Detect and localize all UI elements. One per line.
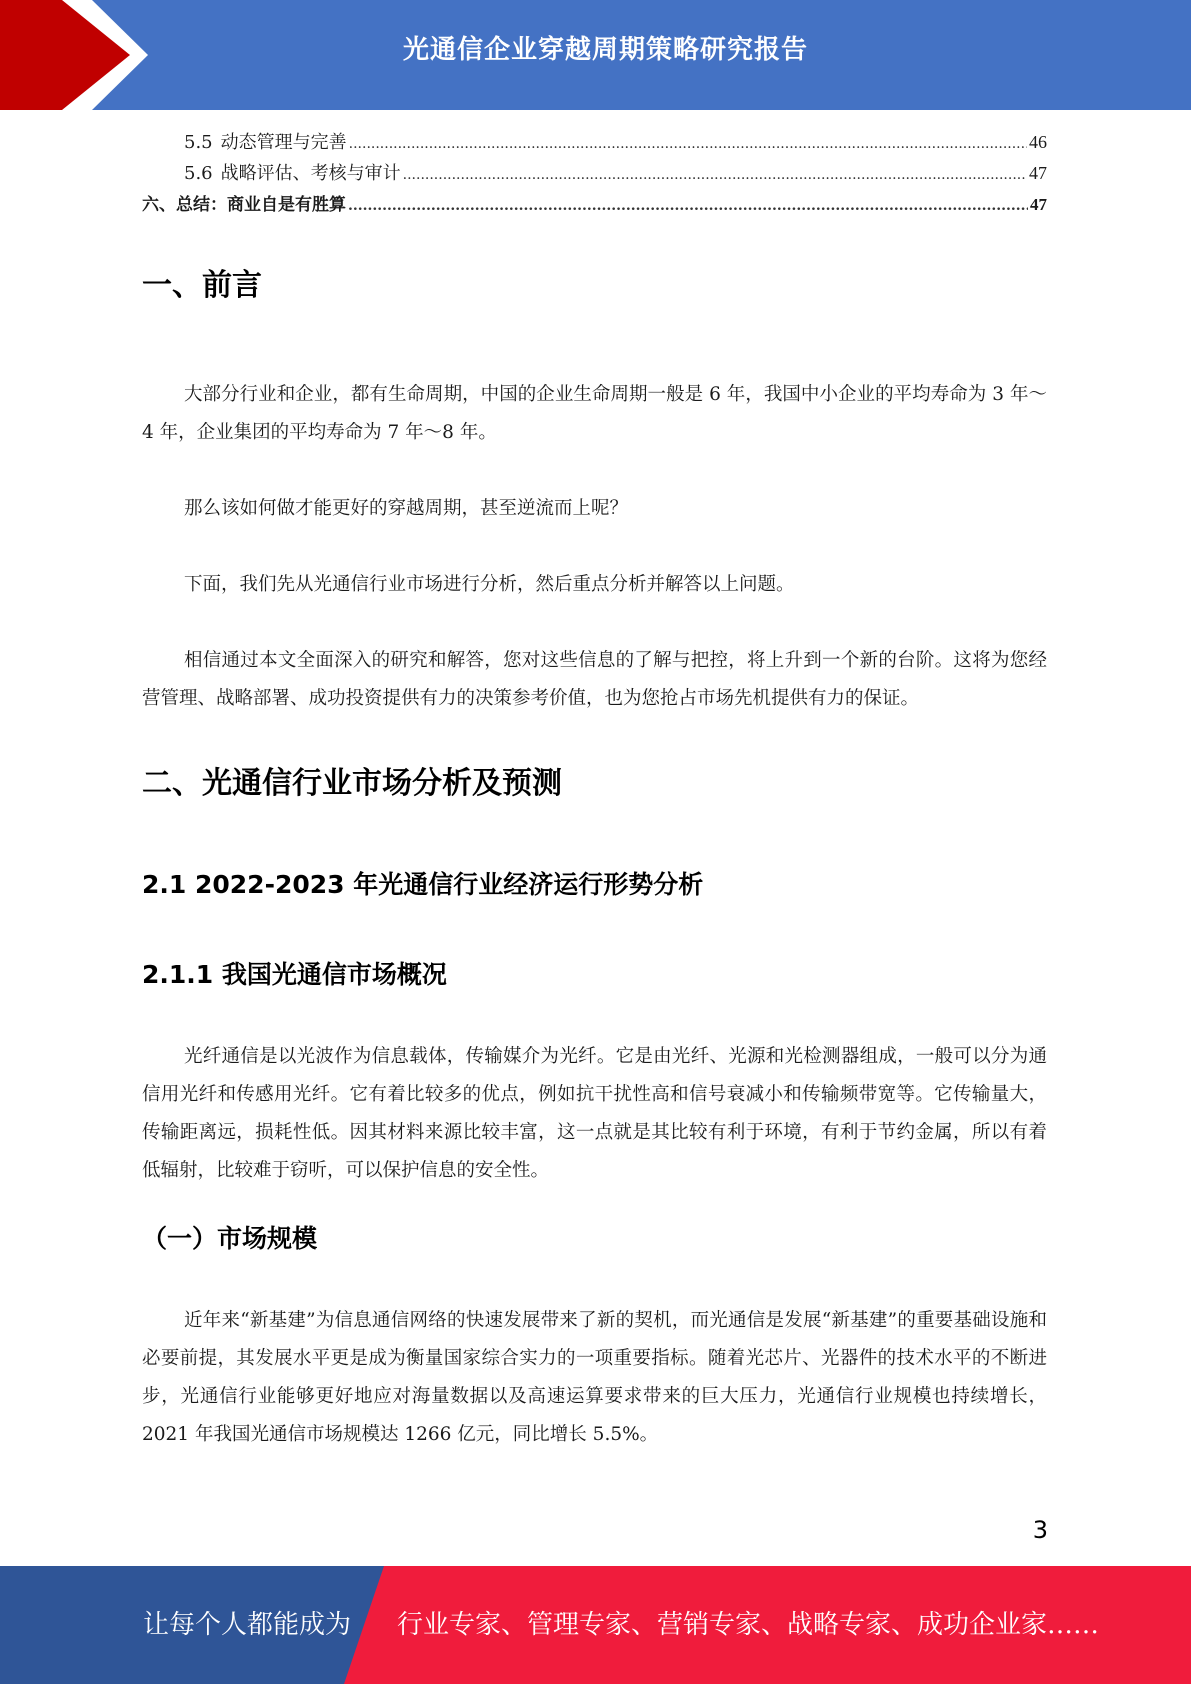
heading-section-2-1-1: 2.1.1 我国光通信市场概况	[142, 960, 447, 989]
footer-slogan-left: 让每个人都能成为	[143, 1610, 352, 1640]
toc-leader-dots	[349, 136, 1027, 152]
toc-item-page: 46	[1029, 132, 1047, 152]
paragraph: 下面，我们先从光通信行业市场进行分析，然后重点分析并解答以上问题。	[184, 574, 795, 595]
paragraph: 相信通过本文全面深入的研究和解答，您对这些信息的了解与把控，将上升到一个新的台阶。这将为您经营管理、战略部署、成功投资提供有力的决策参考价值，也为您抢占市场先机提供有力的保证。	[142, 650, 1047, 709]
paragraph: 近年来“新基建”为信息通信网络的快速发展带来了新的契机，而光通信是发展“新基建”的重要基础设施和必要前提，其发展水平更是成为衡量国家综合实力的一项重要指标。随着光芯片、光器件的技术水平的不断进步，光通信行业能够更好地应对海量数据以及高速运算要求带来的巨大压力，光通信行业规模也持续增长，2021 年我国光通信市场规模达 1266 亿元，同比增长 5.5%。	[142, 1310, 1047, 1445]
heading-market-analysis: 二、光通信行业市场分析及预测	[142, 766, 562, 801]
footer-slogan-right: 行业专家、管理专家、营销专家、战略专家、成功企业家……	[397, 1610, 1100, 1640]
heading-section-2-1: 2.1 2022-2023 年光通信行业经济运行形势分析	[142, 870, 704, 899]
toc-item-page: 47	[1029, 163, 1047, 183]
toc-item-label: 战略评估、考核与审计	[220, 163, 401, 184]
toc-item[interactable]	[142, 159, 1047, 190]
paragraph: 那么该如何做才能更好的穿越周期，甚至逆流而上呢？	[184, 498, 629, 519]
page-footer	[0, 1566, 1191, 1684]
heading-market-scale: （一）市场规模	[142, 1224, 318, 1253]
toc-leader-dots	[403, 167, 1027, 183]
paragraph: 光纤通信是以光波作为信息载体，传输媒介为光纤。它是由光纤、光源和光检测器组成，一般可以分为通信用光纤和传感用光纤。它有着比较多的优点，例如抗干扰性高和信号衰减小和传输频带宽等。它传输量大，传输距离远，损耗性低。因其材料来源比较丰富，这一点就是其比较有利于环境，有利于节约金属，所以有着低辐射，比较难于窃听，可以保护信息的安全性。	[142, 1046, 1047, 1181]
document-body	[142, 258, 1047, 1454]
toc-item-page: 47	[1030, 195, 1047, 214]
toc-item-label: 动态管理与完善	[220, 132, 347, 153]
heading-preface: 一、前言	[142, 268, 262, 303]
report-title: 光通信企业穿越周期策略研究报告	[402, 35, 808, 65]
page-number: 3	[1032, 1516, 1048, 1544]
toc-item-number: 5.5	[184, 132, 213, 153]
paragraph: 大部分行业和企业，都有生命周期，中国的企业生命周期一般是 6 年，我国中小企业的平均寿命为 3 年～4 年，企业集团的平均寿命为 7 年～8 年。	[142, 384, 1047, 443]
toc-item-label: 六、总结：商业自是有胜算	[142, 195, 346, 215]
toc-item[interactable]	[142, 190, 1047, 221]
toc-item[interactable]	[142, 128, 1047, 159]
table-of-contents	[142, 128, 1047, 221]
toc-item-number: 5.6	[184, 163, 213, 184]
page-header	[0, 0, 1191, 110]
toc-leader-dots	[348, 198, 1028, 214]
